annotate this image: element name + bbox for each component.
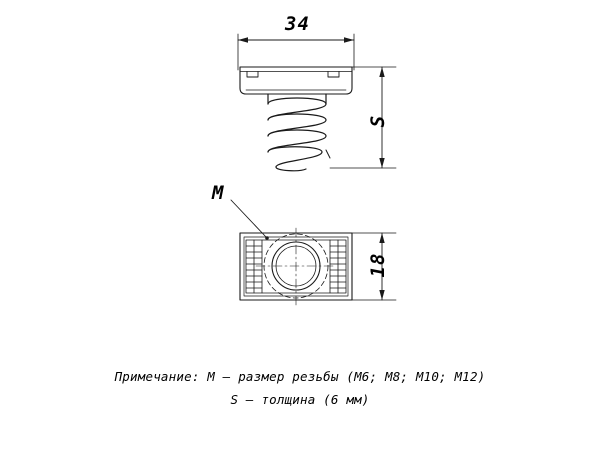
spring-coil-icon <box>268 94 330 171</box>
thread-label-M: M <box>212 182 225 204</box>
nut-front-elevation <box>240 67 352 94</box>
thread-leader-line <box>231 200 269 240</box>
dimension-label-34: 34 <box>285 13 310 35</box>
dimension-label-S: S <box>367 114 389 128</box>
note-line-1: Примечание: M – размер резьбы (M6; M8; M10; M12) <box>114 369 486 384</box>
channel-nut-icon <box>240 228 352 305</box>
dimension-34-group <box>238 34 354 70</box>
threaded-hole-icon <box>256 228 336 305</box>
note-line-2: S – толщина (6 мм) <box>230 392 370 407</box>
dimension-label-18: 18 <box>367 252 389 278</box>
